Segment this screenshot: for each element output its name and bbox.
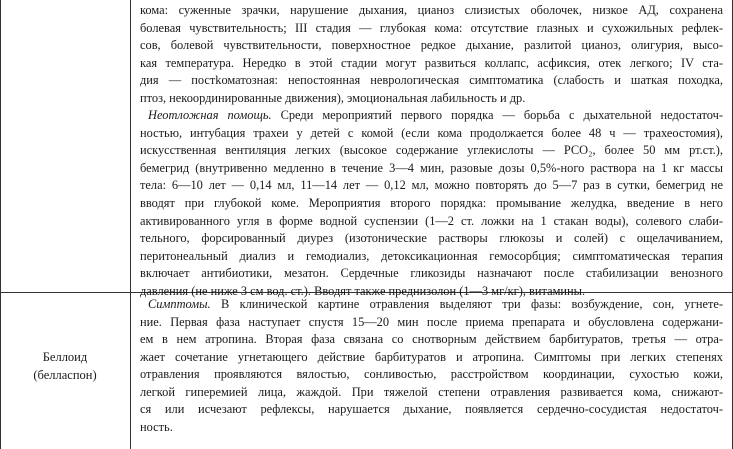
symptoms-line: ся или исчезают рефлексы, нарушается дыхание, появляется сердечно-сосудистая недостаточ- — [140, 402, 723, 417]
emergency-help-line: вводят при глубокой коме. Мероприятия второго порядка: промывание желудка, введение в него — [140, 196, 723, 211]
row1-line: дия — постkоматозная: непостоянная неврологическая симптоматика (слабость и шаткая походка, — [140, 73, 723, 88]
symptoms-line: отравления проявляются вялостью, сонливостью, расстройством координации, сухостью кожи, — [140, 367, 723, 382]
row1-line: кая температура. Нередко в этой стадии могут развиться коллапс, асфиксия, отек легкого; IV ста- — [140, 55, 723, 70]
emergency-help-line: тела: 6—10 лет — 0,14 мл, 11—14 лет — 0,12 мл, можно повторять до 5—7 раз в сутки, бемегрид не — [140, 178, 723, 193]
symptoms-line: жает сочетание угнетающего действие барбитуратов и атропина. Симптомы при легких степенях — [140, 349, 723, 364]
symptoms-first-line — [140, 296, 723, 314]
symptoms-label: Симптомы. — [148, 297, 211, 311]
row1-line: птоз, некоординированные движения), эмоциональная лабильность и др. — [140, 90, 526, 105]
row2-text — [140, 296, 723, 436]
drug-alt-name: (белласпон) — [33, 368, 97, 382]
emergency-help-line: тельного, форсированный диурез (изотонические растворы глюкозы и солей) с ощелачиванием, — [140, 231, 723, 246]
symptoms-line: легкой гиперемией лица, жаждой. При тяжелой степени отравления развивается кома, снижают- — [140, 384, 723, 399]
emergency-help-line: включает антибиотики, мезатон. Сердечные гликозиды назначают после стабилизации венозного — [140, 266, 723, 281]
drug-name: Беллоид — [42, 350, 88, 364]
emergency-help-line: перитонеальный диализ и гемодиализ, детоксикационная гемосорбция; симптоматическая терапия — [140, 248, 723, 263]
row1-line: болевая чувствительность; III стадия — глубокая кома: отсутствие глазных и сухожильных рефлек- — [140, 20, 723, 35]
emergency-help-line: бемегрид (внутривенно медленно в течение 3—4 мин, разовые дозы 0,5%-ного раствора на 1 кг массы — [140, 160, 723, 175]
row1-text — [140, 2, 723, 300]
emergency-help-line: искусственная вентиляция легких (высокое содержание углекислоты — РСО₂, более 50 мм рт.ст.), — [140, 143, 723, 158]
row1-line: кома: суженные зрачки, нарушение дыхания, цианоз слизистых оболочек, низкое АД, сохранена — [140, 3, 723, 17]
emergency-help-label: Неотложная помощь. — [148, 108, 272, 123]
emergency-help-line: ностью, интубация трахеи у детей с комой (если кома продолжается более 48 ч — трахеостомия), — [140, 125, 723, 140]
symptoms-text: В клинической картине отравления выделяют три фазы: возбуждение, сон, угнете- — [210, 297, 723, 311]
row1-line: сов, болевой чувствительности, поверхностное редкое дыхание, разлитой цианоз, олигурия, высо- — [140, 38, 723, 53]
symptoms-line: ность. — [140, 419, 173, 434]
drug-name-cell — [0, 348, 130, 384]
emergency-help-first-line — [140, 107, 723, 125]
emergency-help-text: Среди мероприятий первого порядка — борьба с дыхательной недостаточ- — [271, 108, 723, 123]
symptoms-line: ние. Первая фаза наступает спустя 15—20 мин после приема препарата и обусловлена содержани- — [140, 314, 723, 329]
symptoms-line: ем в нем атропина. Вторая фаза связана со снотворным действием барбитуратов, третья — отра- — [140, 332, 723, 347]
emergency-help-line: активированного угля в форме водной суспензии (1—2 ст. ложки на 1 стакан воды), солевого слаби- — [140, 213, 723, 228]
emergency-help-line: давления (не ниже 3 см вод. ст.). Вводят также преднизолон (1—3 мг/кг), витамины. — [140, 283, 586, 298]
table-column-divider — [130, 0, 131, 449]
